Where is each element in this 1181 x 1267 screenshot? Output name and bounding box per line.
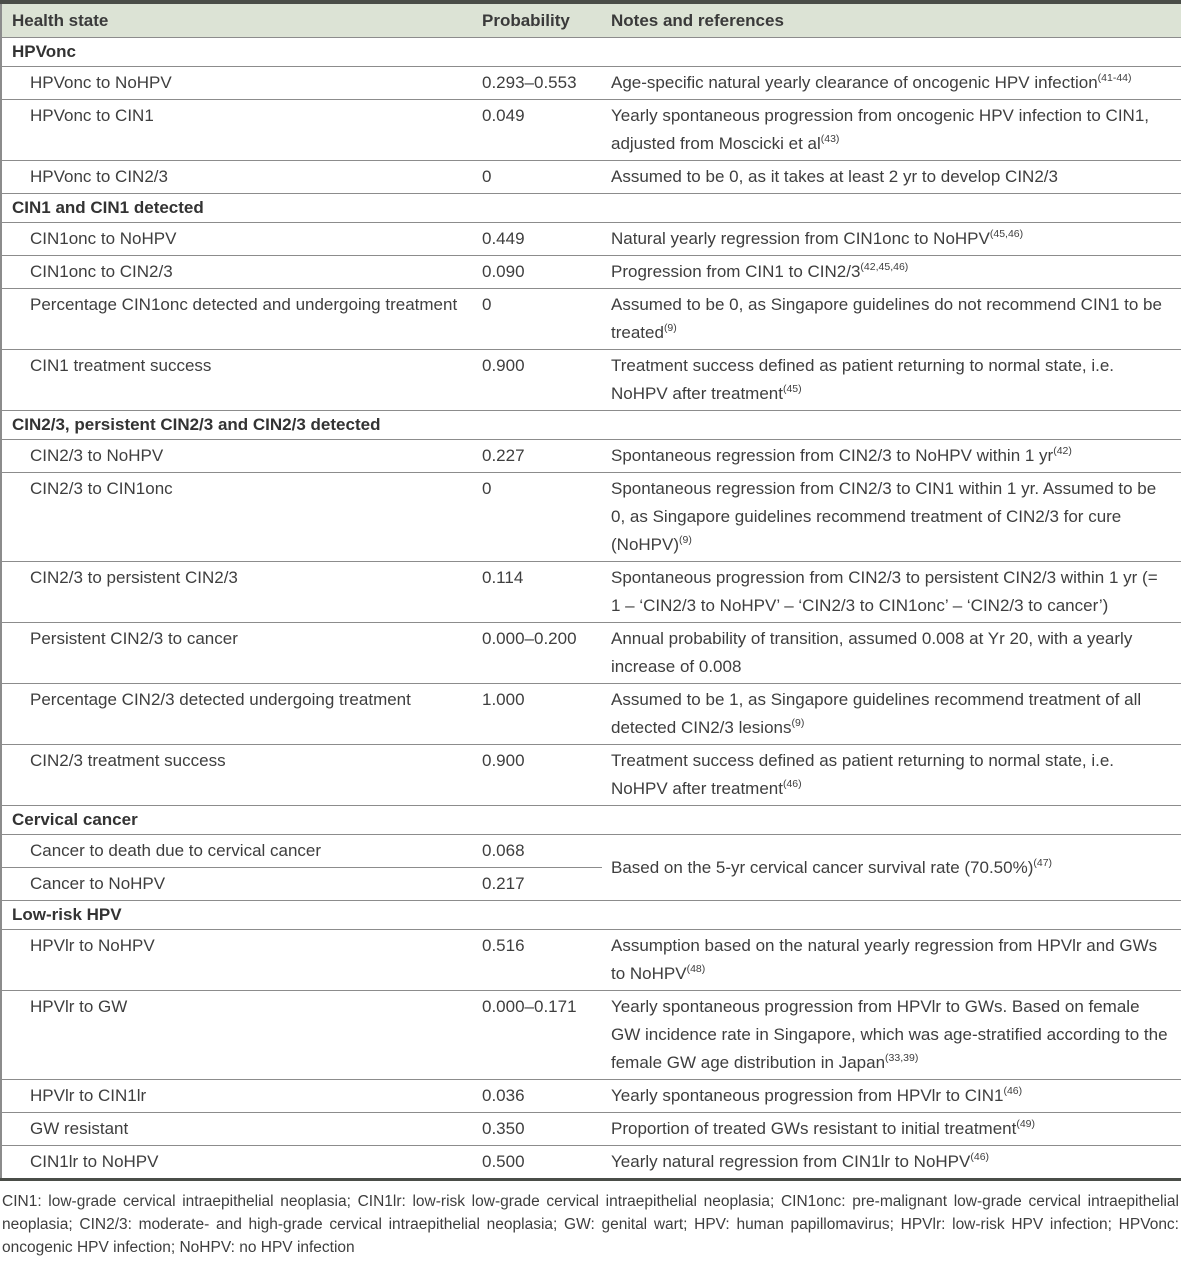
probability-cell: 0.449 [473, 223, 602, 256]
section-row-cin1 [1, 194, 1181, 223]
note-text: Yearly spontaneous progression from oncogenic HPV infection to CIN1, adjusted from Moscicki et al [611, 106, 1150, 153]
reference-superscript: (42) [1053, 445, 1072, 457]
table-row [1, 161, 1181, 194]
note-cell [602, 562, 1181, 623]
probability-cell: 0.900 [473, 745, 602, 806]
note-cell [602, 100, 1181, 161]
reference-superscript: (41-44) [1097, 72, 1132, 84]
probability-cell: 0.227 [473, 440, 602, 473]
note-cell [602, 473, 1181, 562]
note-text: Assumed to be 0, as it takes at least 2 yr to develop CIN2/3 [611, 167, 1058, 186]
reference-superscript: (42,45,46) [860, 261, 909, 273]
table-row [1, 440, 1181, 473]
note-cell [602, 67, 1181, 100]
probability-cell: 0 [473, 289, 602, 350]
probability-cell: 0.900 [473, 350, 602, 411]
health-state-cell: Percentage CIN1onc detected and undergoing treatment [1, 289, 473, 350]
note-text: Yearly natural regression from CIN1lr to NoHPV [611, 1152, 971, 1171]
probability-cell: 0.000–0.200 [473, 623, 602, 684]
health-state-cell: GW resistant [1, 1113, 473, 1146]
note-cell [602, 623, 1181, 684]
probability-cell: 0.500 [473, 1146, 602, 1180]
table-row [1, 289, 1181, 350]
reference-superscript: (49) [1016, 1118, 1036, 1130]
reference-superscript: (48) [686, 963, 706, 975]
note-text: Spontaneous progression from CIN2/3 to persistent CIN2/3 within 1 yr (= 1 – ‘CIN2/3 to NoHPV’ – ‘CIN2/3 to CIN1onc’ – ‘CIN2/3 to cancer’) [611, 568, 1158, 615]
table-body [1, 38, 1181, 1180]
health-state-cell: CIN1onc to CIN2/3 [1, 256, 473, 289]
health-state-cell: CIN2/3 to CIN1onc [1, 473, 473, 562]
section-title: Low-risk HPV [1, 901, 1181, 930]
health-state-cell: Persistent CIN2/3 to cancer [1, 623, 473, 684]
table-row [1, 1113, 1181, 1146]
reference-superscript: (9) [679, 534, 692, 546]
note-cell [602, 223, 1181, 256]
note-text: Assumed to be 0, as Singapore guidelines do not recommend CIN1 to be treated [611, 295, 1162, 342]
probability-cell: 0.293–0.553 [473, 67, 602, 100]
note-cell-merged [602, 835, 1181, 901]
note-cell [602, 289, 1181, 350]
section-title: Cervical cancer [1, 806, 1181, 835]
reference-superscript: (46) [1003, 1085, 1023, 1097]
note-cell [602, 440, 1181, 473]
table-header [1, 2, 1181, 38]
probability-cell: 0.350 [473, 1113, 602, 1146]
table-row [1, 473, 1181, 562]
section-title: CIN2/3, persistent CIN2/3 and CIN2/3 detected [1, 411, 1181, 440]
probability-cell: 0.049 [473, 100, 602, 161]
note-text: Natural yearly regression from CIN1onc to NoHPV [611, 229, 990, 248]
section-row-cin23 [1, 411, 1181, 440]
table-row [1, 930, 1181, 991]
note-text: Spontaneous regression from CIN2/3 to NoHPV within 1 yr [611, 446, 1054, 465]
table-row [1, 835, 1181, 868]
note-text: Progression from CIN1 to CIN2/3 [611, 262, 861, 281]
note-cell [602, 684, 1181, 745]
health-state-cell: CIN1 treatment success [1, 350, 473, 411]
health-state-cell: HPVlr to CIN1lr [1, 1080, 473, 1113]
section-row-cervical-cancer [1, 806, 1181, 835]
abbreviations-footnote: CIN1: low-grade cervical intraepithelial neoplasia; CIN1lr: low-risk low-grade cervical intraepithelial neoplasia; CIN1onc: pre-malignant low-grade cervical intraepithelial neoplasia; CIN2/3: moderate- and high-grade cervical intraepithelial neoplasia; GW: genital wart; HPV: human papillomavirus; HPVlr: low-risk HPV infection; HPVonc: oncogenic HPV infection; NoHPV: no HPV infection [2, 1193, 1179, 1256]
header-row [1, 2, 1181, 38]
table-row [1, 623, 1181, 684]
note-text: Assumed to be 1, as Singapore guidelines recommend treatment of all detected CIN2/3 lesions [611, 690, 1142, 737]
section-title: CIN1 and CIN1 detected [1, 194, 1181, 223]
health-state-cell: CIN2/3 to persistent CIN2/3 [1, 562, 473, 623]
probability-cell: 0 [473, 473, 602, 562]
note-cell [602, 745, 1181, 806]
note-text: Spontaneous regression from CIN2/3 to CIN1 within 1 yr. Assumed to be 0, as Singapore guidelines recommend treatment of CIN2/3 for cure (NoHPV) [611, 479, 1157, 554]
table-row [1, 67, 1181, 100]
reference-superscript: (46) [970, 1151, 990, 1163]
column-header-notes: Notes and references [602, 2, 1181, 38]
reference-superscript: (45,46) [989, 228, 1024, 240]
note-cell [602, 1146, 1181, 1180]
reference-superscript: (9) [663, 322, 677, 334]
health-state-cell: CIN1onc to NoHPV [1, 223, 473, 256]
note-cell [602, 256, 1181, 289]
probability-cell: 0.114 [473, 562, 602, 623]
health-state-cell: HPVonc to NoHPV [1, 67, 473, 100]
section-row-low-risk-hpv [1, 901, 1181, 930]
note-text: Yearly spontaneous progression from HPVlr to CIN1 [611, 1086, 1004, 1105]
table-row [1, 256, 1181, 289]
table-row [1, 350, 1181, 411]
note-cell [602, 930, 1181, 991]
section-row-hpvonc [1, 38, 1181, 67]
reference-superscript: (43) [820, 133, 840, 145]
reference-superscript: (46) [782, 778, 802, 790]
note-text: Treatment success defined as patient returning to normal state, i.e. NoHPV after treatment [611, 751, 1115, 798]
note-cell [602, 1113, 1181, 1146]
probability-cell: 1.000 [473, 684, 602, 745]
health-state-cell: Cancer to NoHPV [1, 868, 473, 901]
health-state-cell: HPVonc to CIN2/3 [1, 161, 473, 194]
table-row [1, 1080, 1181, 1113]
note-text: Annual probability of transition, assumed 0.008 at Yr 20, with a yearly increase of 0.008 [611, 629, 1133, 676]
table-row [1, 991, 1181, 1080]
table-row [1, 745, 1181, 806]
table-row [1, 223, 1181, 256]
note-text: Based on the 5-yr cervical cancer survival rate (70.50%) [611, 857, 1034, 877]
note-text: Assumption based on the natural yearly regression from HPVlr and GWs to NoHPV [611, 936, 1158, 983]
probability-cell: 0.000–0.171 [473, 991, 602, 1080]
section-title: HPVonc [1, 38, 1181, 67]
note-cell [602, 991, 1181, 1080]
probability-cell: 0.036 [473, 1080, 602, 1113]
note-text: Yearly spontaneous progression from HPVlr to GWs. Based on female GW incidence rate in Singapore, which was age-stratified according to the female GW age distribution in Japan [611, 997, 1168, 1072]
health-state-cell: Cancer to death due to cervical cancer [1, 835, 473, 868]
note-cell [602, 350, 1181, 411]
probability-cell: 0.068 [473, 835, 602, 868]
column-header-probability: Probability [473, 2, 602, 38]
reference-superscript: (9) [791, 717, 805, 729]
health-state-cell: HPVlr to NoHPV [1, 930, 473, 991]
column-header-health-state: Health state [1, 2, 473, 38]
health-state-cell: Percentage CIN2/3 detected undergoing treatment [1, 684, 473, 745]
table-row [1, 1146, 1181, 1180]
note-text: Treatment success defined as patient returning to normal state, i.e. NoHPV after treatment [611, 356, 1115, 403]
note-cell [602, 1080, 1181, 1113]
health-state-cell: CIN2/3 treatment success [1, 745, 473, 806]
reference-superscript: (45) [782, 383, 802, 395]
probability-cell: 0.217 [473, 868, 602, 901]
health-state-cell: HPVlr to GW [1, 991, 473, 1080]
health-state-cell: CIN1lr to NoHPV [1, 1146, 473, 1180]
probability-cell: 0.090 [473, 256, 602, 289]
health-state-cell: HPVonc to CIN1 [1, 100, 473, 161]
table-row [1, 562, 1181, 623]
probability-cell: 0 [473, 161, 602, 194]
note-text: Proportion of treated GWs resistant to initial treatment [611, 1119, 1017, 1138]
note-text: Age-specific natural yearly clearance of oncogenic HPV infection [611, 73, 1098, 92]
note-cell [602, 161, 1181, 194]
health-state-cell: CIN2/3 to NoHPV [1, 440, 473, 473]
table-row [1, 100, 1181, 161]
probability-cell: 0.516 [473, 930, 602, 991]
reference-superscript: (33,39) [885, 1052, 919, 1064]
reference-superscript: (47) [1033, 856, 1053, 869]
table-row [1, 684, 1181, 745]
